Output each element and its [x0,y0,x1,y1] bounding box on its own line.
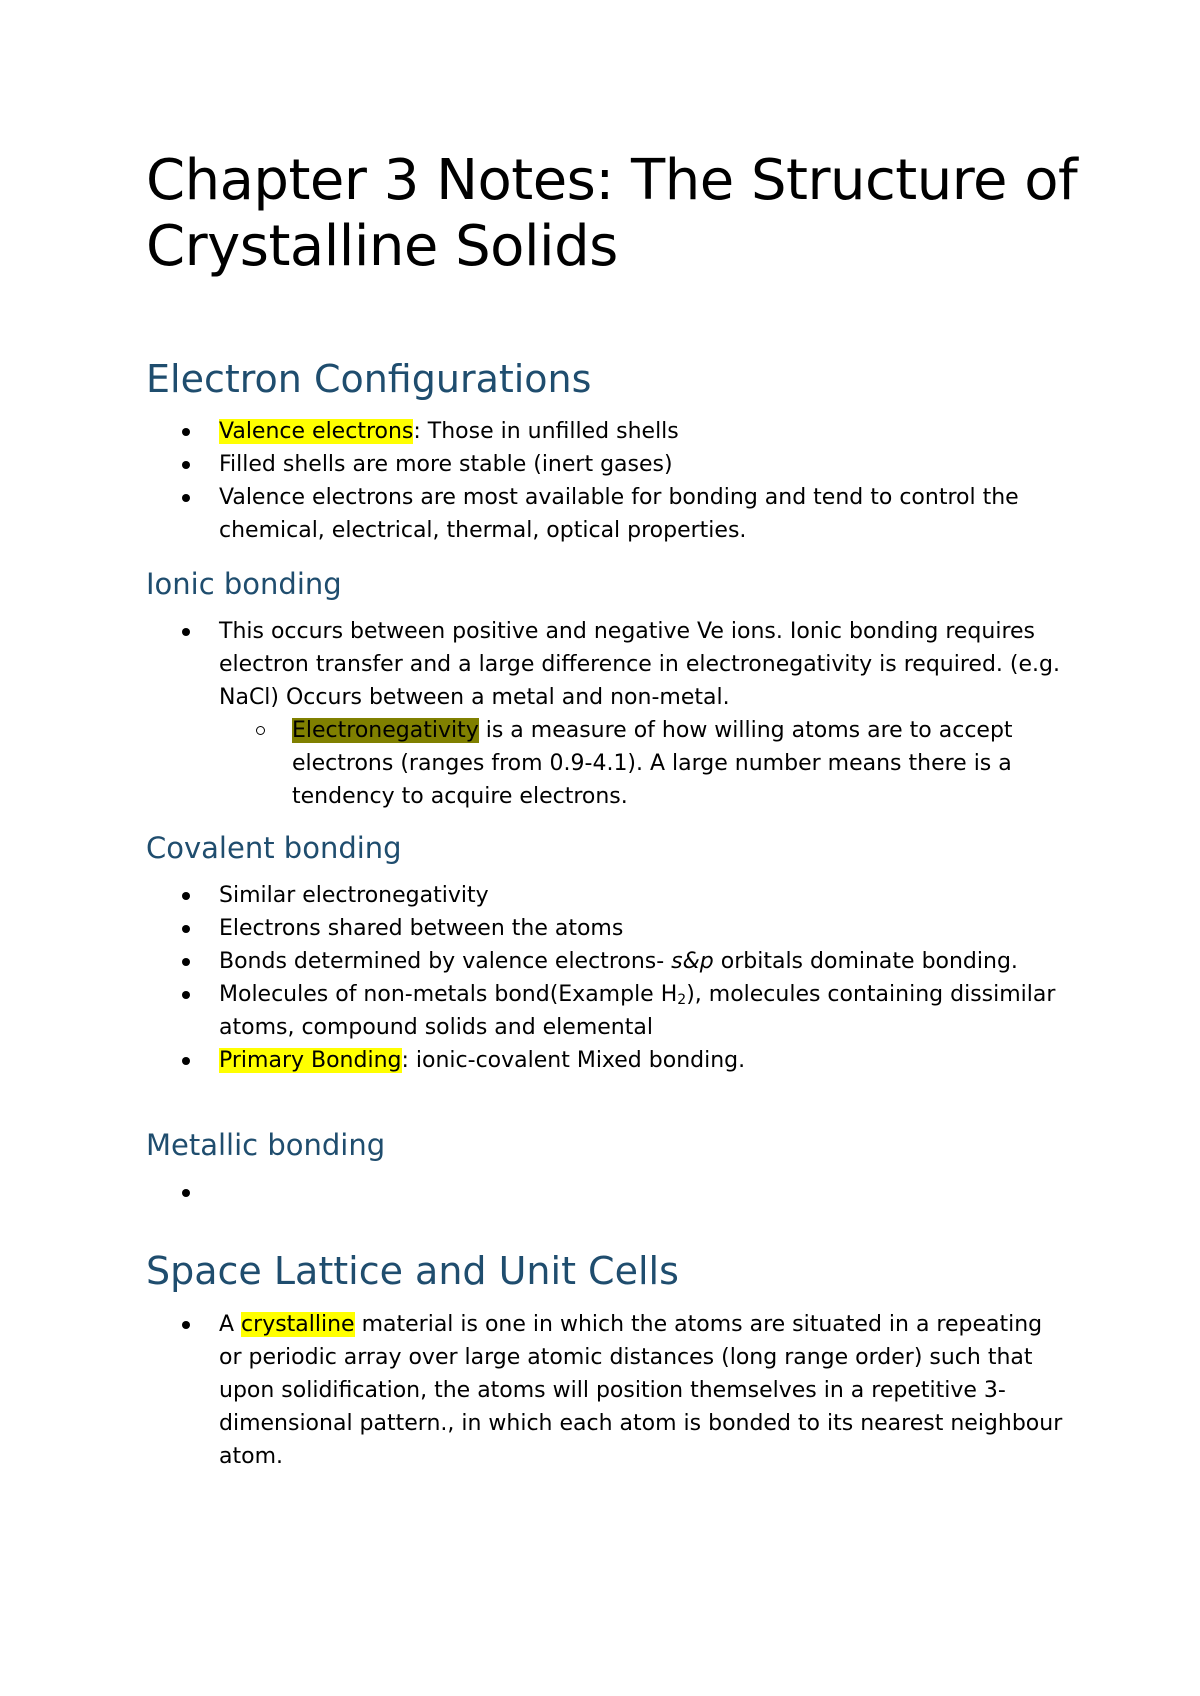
list-item-text: A [219,1312,242,1337]
list-item [146,615,1066,813]
list-item [146,912,1066,945]
page-title: Chapter 3 Notes: The Structure of Crystalline Solids [146,148,1078,279]
bullet-icon [182,428,190,436]
bullet-icon [182,958,190,966]
heading-covalent-bonding: Covalent bonding [146,831,402,865]
list-item-text: material is one in which the atoms are situated in a repeating or periodic array over large atomic distances (long range order) such that upon solidification, the atoms will position themselves in a repetitive 3-dimensional pattern., in which each atom is bonded to its nearest neighbour atom. [219,1312,1063,1469]
list-item-text: Similar electronegativity [219,883,489,908]
bullet-icon [182,461,190,469]
highlighted-term: Electronegativity [292,718,479,743]
ionic-sublist [219,714,1066,813]
bullet-icon [182,1057,190,1065]
list-item-text: ), molecules containing dissimilar atoms, compound solids and elemental [219,982,1056,1040]
list-item-text: Electrons shared between the atoms [219,916,624,941]
list-item [146,978,1066,1044]
highlighted-term: crystalline [241,1312,355,1337]
heading-metallic-bonding: Metallic bonding [146,1128,386,1162]
covalent-list [146,879,1066,1077]
heading-space-lattice: Space Lattice and Unit Cells [146,1249,679,1293]
list-item-text: Filled shells are more stable (inert gases) [219,452,673,477]
list-item-text: Molecules of non-metals bond(Example H [219,982,678,1007]
heading-electron-configurations: Electron Configurations [146,357,592,401]
bullet-icon [182,925,190,933]
bullet-icon [182,628,190,636]
list-item-text: Valence electrons are most available for bonding and tend to control the chemical, electrical, thermal, optical properties. [219,485,1019,543]
ionic-list [146,615,1066,813]
bullet-icon [182,991,190,999]
bullet-icon [182,1189,190,1197]
list-item [146,1176,1066,1209]
list-item-text: : ionic-covalent Mixed bonding. [401,1048,746,1073]
bullet-icon [182,1321,190,1329]
list-item [146,1308,1066,1473]
electron-config-list [146,415,1066,547]
metallic-list [146,1176,1066,1209]
bullet-icon [182,494,190,502]
list-item-text: orbitals dominate bonding. [713,949,1018,974]
list-item-text: : Those in unfilled shells [413,419,679,444]
heading-ionic-bonding: Ionic bonding [146,567,342,601]
lattice-list [146,1308,1066,1473]
list-item [146,879,1066,912]
italic-text: s&p [671,949,714,974]
list-item-text: This occurs between positive and negative Ve ions. Ionic bonding requires electron transfer and a large difference in electronegativity is required. (e.g. NaCl) Occurs between a metal and non-metal. [219,619,1060,710]
highlighted-term: Primary Bonding [219,1048,402,1073]
highlighted-term: Valence electrons [219,419,414,444]
sub-list-item-text: is a measure of how willing atoms are to accept electrons (ranges from 0.9-4.1). A large number means there is a tendency to acquire electrons. [292,718,1013,809]
circle-bullet-icon [256,726,265,735]
list-item [146,1044,1066,1077]
list-item-text: Bonds determined by valence electrons- [219,949,672,974]
list-item [146,481,1066,547]
bullet-icon [182,892,190,900]
list-item [146,945,1066,978]
subscript-text: 2 [677,992,687,1008]
list-item [146,448,1066,481]
sub-list-item [219,714,1066,813]
list-item [146,415,1066,448]
